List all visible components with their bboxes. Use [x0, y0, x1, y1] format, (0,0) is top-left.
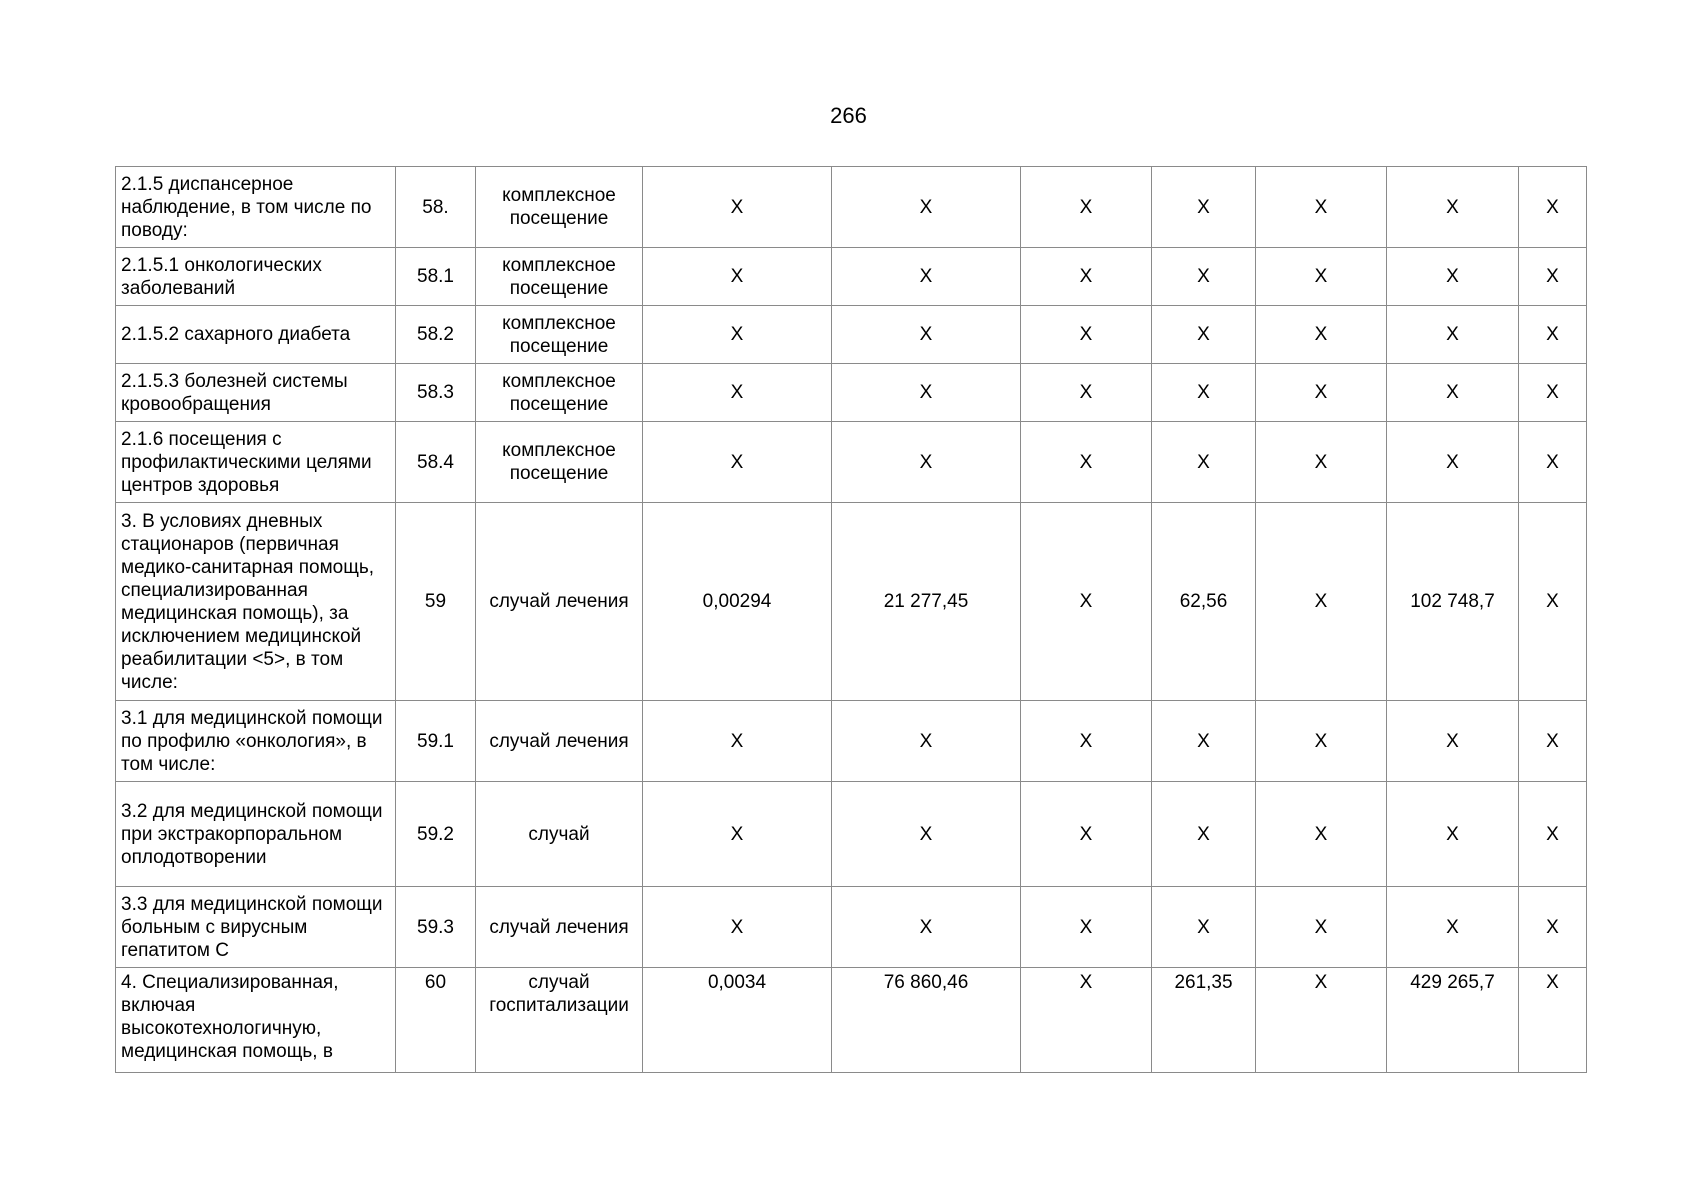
- unit-cell: комплексное посещение: [476, 248, 643, 306]
- value-cell: X: [1256, 167, 1387, 248]
- value-cell: X: [1152, 167, 1256, 248]
- row-number-cell: 58.4: [396, 422, 476, 503]
- table-row: [116, 422, 1587, 503]
- value-cell: 0,0034: [643, 968, 832, 1073]
- value-cell: X: [832, 887, 1021, 968]
- value-cell: X: [1152, 887, 1256, 968]
- value-cell: X: [1021, 503, 1152, 701]
- value-cell: X: [1021, 782, 1152, 887]
- value-cell: X: [1256, 701, 1387, 782]
- value-cell: X: [1021, 306, 1152, 364]
- row-name-cell: 4. Специализированная, включая высокотехнологичную, медицинская помощь, в: [116, 968, 396, 1073]
- value-cell: X: [643, 248, 832, 306]
- row-number-cell: 58.2: [396, 306, 476, 364]
- value-cell: X: [1256, 422, 1387, 503]
- row-number-cell: 60: [396, 968, 476, 1073]
- row-number-cell: 59.3: [396, 887, 476, 968]
- value-cell: X: [1256, 887, 1387, 968]
- value-cell: X: [1387, 364, 1519, 422]
- value-cell: X: [1021, 167, 1152, 248]
- value-cell: X: [1387, 887, 1519, 968]
- value-cell: X: [832, 701, 1021, 782]
- value-cell: X: [1519, 248, 1587, 306]
- unit-cell: комплексное посещение: [476, 422, 643, 503]
- value-cell: 62,56: [1152, 503, 1256, 701]
- value-cell: X: [1021, 422, 1152, 503]
- value-cell: 429 265,7: [1387, 968, 1519, 1073]
- table-row: [116, 701, 1587, 782]
- value-cell: 76 860,46: [832, 968, 1021, 1073]
- value-cell: X: [1152, 248, 1256, 306]
- unit-cell: случай лечения: [476, 503, 643, 701]
- unit-cell: случай лечения: [476, 701, 643, 782]
- value-cell: X: [643, 887, 832, 968]
- row-name-cell: 3.2 для медицинской помощи при экстракорпоральном оплодотворении: [116, 782, 396, 887]
- row-number-cell: 59.2: [396, 782, 476, 887]
- value-cell: X: [1152, 782, 1256, 887]
- table-row: [116, 306, 1587, 364]
- row-number-cell: 58.: [396, 167, 476, 248]
- table-row: [116, 364, 1587, 422]
- table-row: [116, 887, 1587, 968]
- row-number-cell: 58.3: [396, 364, 476, 422]
- unit-cell: комплексное посещение: [476, 167, 643, 248]
- value-cell: X: [1256, 364, 1387, 422]
- value-cell: X: [1256, 782, 1387, 887]
- value-cell: X: [1021, 364, 1152, 422]
- row-name-cell: 2.1.5.3 болезней системы кровообращения: [116, 364, 396, 422]
- value-cell: X: [1256, 503, 1387, 701]
- table-row: [116, 167, 1587, 248]
- value-cell: 21 277,45: [832, 503, 1021, 701]
- table-row: [116, 782, 1587, 887]
- value-cell: X: [643, 701, 832, 782]
- unit-cell: случай: [476, 782, 643, 887]
- value-cell: X: [1519, 968, 1587, 1073]
- value-cell: X: [643, 782, 832, 887]
- value-cell: X: [643, 364, 832, 422]
- value-cell: X: [832, 782, 1021, 887]
- row-name-cell: 2.1.5.2 сахарного диабета: [116, 306, 396, 364]
- value-cell: X: [1387, 422, 1519, 503]
- value-cell: X: [1519, 422, 1587, 503]
- value-cell: 0,00294: [643, 503, 832, 701]
- value-cell: X: [1021, 968, 1152, 1073]
- value-cell: X: [832, 167, 1021, 248]
- value-cell: X: [832, 306, 1021, 364]
- value-cell: X: [1387, 782, 1519, 887]
- value-cell: 102 748,7: [1387, 503, 1519, 701]
- value-cell: X: [1021, 701, 1152, 782]
- value-cell: X: [832, 364, 1021, 422]
- value-cell: X: [1256, 968, 1387, 1073]
- value-cell: 261,35: [1152, 968, 1256, 1073]
- value-cell: X: [832, 248, 1021, 306]
- value-cell: X: [1256, 306, 1387, 364]
- value-cell: X: [1519, 782, 1587, 887]
- row-number-cell: 59: [396, 503, 476, 701]
- table-row: [116, 248, 1587, 306]
- value-cell: X: [1387, 167, 1519, 248]
- row-name-cell: 3.3 для медицинской помощи больным с вирусным гепатитом С: [116, 887, 396, 968]
- unit-cell: случай госпитализации: [476, 968, 643, 1073]
- value-cell: X: [1256, 248, 1387, 306]
- value-cell: X: [1021, 887, 1152, 968]
- value-cell: X: [643, 306, 832, 364]
- row-number-cell: 58.1: [396, 248, 476, 306]
- value-cell: X: [1519, 887, 1587, 968]
- unit-cell: комплексное посещение: [476, 306, 643, 364]
- value-cell: X: [1519, 364, 1587, 422]
- value-cell: X: [1021, 248, 1152, 306]
- value-cell: X: [1387, 701, 1519, 782]
- table-row: [116, 503, 1587, 701]
- value-cell: X: [1152, 306, 1256, 364]
- value-cell: X: [643, 422, 832, 503]
- table-row: [116, 968, 1587, 1073]
- value-cell: X: [1152, 422, 1256, 503]
- row-name-cell: 2.1.6 посещения с профилактическими целями центров здоровья: [116, 422, 396, 503]
- value-cell: X: [1519, 167, 1587, 248]
- row-name-cell: 3. В условиях дневных стационаров (первичная медико-санитарная помощь, специализированная медицинская помощь), за исключением медицинской реабилитации <5>, в том числе:: [116, 503, 396, 701]
- value-cell: X: [643, 167, 832, 248]
- value-cell: X: [1519, 503, 1587, 701]
- value-cell: X: [1519, 701, 1587, 782]
- value-cell: X: [832, 422, 1021, 503]
- value-cell: X: [1519, 306, 1587, 364]
- value-cell: X: [1387, 306, 1519, 364]
- row-name-cell: 2.1.5.1 онкологических заболеваний: [116, 248, 396, 306]
- value-cell: X: [1152, 364, 1256, 422]
- row-number-cell: 59.1: [396, 701, 476, 782]
- value-cell: X: [1152, 701, 1256, 782]
- row-name-cell: 2.1.5 диспансерное наблюдение, в том числе по поводу:: [116, 167, 396, 248]
- row-name-cell: 3.1 для медицинской помощи по профилю «онкология», в том числе:: [116, 701, 396, 782]
- page-number: 266: [830, 103, 867, 128]
- unit-cell: комплексное посещение: [476, 364, 643, 422]
- unit-cell: случай лечения: [476, 887, 643, 968]
- data-table: [115, 166, 1587, 1073]
- value-cell: X: [1387, 248, 1519, 306]
